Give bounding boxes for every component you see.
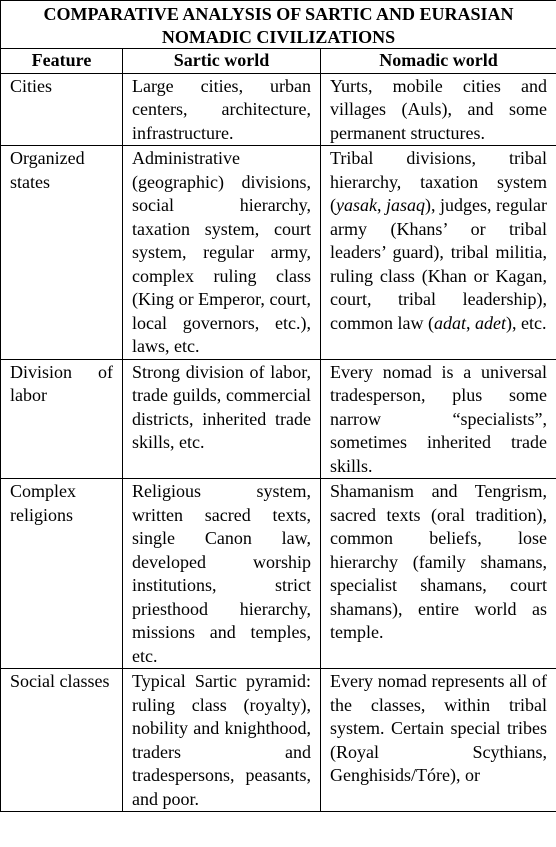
nomadic-text: ), etc. xyxy=(506,312,547,333)
nomadic-text: ), judges, regular army (Khans’ or tribal leaders’ guard), tribal militia, ruling class (Khan or Kagan, court, tribal leadership), common law ( xyxy=(330,195,548,333)
nomadic-cell: Yurts, mobile cities and villages (Auls), and some permanent structures. xyxy=(321,73,556,146)
sartic-cell: Administrative (geographic) divisions, social hierarchy, taxation system, court system, regular army, complex ruling class (King or Emperor, court, local governors, etc.), laws, etc. xyxy=(123,146,321,360)
term-adat: adat xyxy=(433,312,466,333)
term-adet: adet xyxy=(475,312,506,333)
sartic-cell: Large cities, urban centers, architecture, infrastructure. xyxy=(123,73,321,146)
header-feature: Feature xyxy=(1,49,123,74)
feature-cell: Social classes xyxy=(1,669,123,812)
nomadic-text: , xyxy=(466,312,475,333)
table-title-row xyxy=(1,1,556,49)
nomadic-cell: Every nomad represents all of the classes, within tribal system. Certain special tribes (Royal Scythians, Genghisids/Tóre), or xyxy=(321,669,556,812)
feature-cell: Complex religions xyxy=(1,479,123,669)
table-row-organized-states xyxy=(1,146,556,360)
nomadic-text: , xyxy=(376,195,387,215)
term-yasak: yasak xyxy=(336,195,377,215)
feature-cell: Organized states xyxy=(1,146,123,360)
nomadic-cell xyxy=(321,146,556,360)
nomadic-text: Tribal divisions, tribal hierarchy, taxation system ( xyxy=(330,148,548,215)
table-row-cities xyxy=(1,73,556,146)
nomadic-cell: Shamanism and Tengrism, sacred texts (oral tradition), common beliefs, lose hierarchy (family shamans, specialist shamans, court shamans), entire world as temple. xyxy=(321,479,556,669)
table-row-social-classes xyxy=(1,669,556,812)
term-jasaq: jasaq xyxy=(386,195,426,215)
table-title xyxy=(1,1,556,49)
header-nomadic-world: Nomadic world xyxy=(321,49,556,74)
table-title-line-2: NOMADIC CIVILIZATIONS xyxy=(161,26,396,47)
table-row-complex-religions xyxy=(1,479,556,669)
table-row-division-of-labor xyxy=(1,359,556,479)
sartic-cell: Strong division of labor, trade guilds, commercial districts, inherited trade skills, etc. xyxy=(123,359,321,479)
nomadic-cell: Every nomad is a universal tradesperson, plus some narrow “specialists”, sometimes inherited trade skills. xyxy=(321,359,556,479)
sartic-cell: Religious system, written sacred texts, single Canon law, developed worship institutions, strict priesthood hierarchy, missions and temples, etc. xyxy=(123,479,321,669)
feature-cell: Division of labor xyxy=(1,359,123,479)
table-title-line-1: COMPARATIVE ANALYSIS OF SARTIC AND EURASIAN xyxy=(43,4,514,24)
header-sartic-world: Sartic world xyxy=(123,49,321,74)
feature-cell: Cities xyxy=(1,73,123,146)
table-header-row xyxy=(1,49,556,74)
sartic-cell: Typical Sartic pyramid: ruling class (royalty), nobility and knighthood, traders and tradespersons, peasants, and poor. xyxy=(123,669,321,812)
